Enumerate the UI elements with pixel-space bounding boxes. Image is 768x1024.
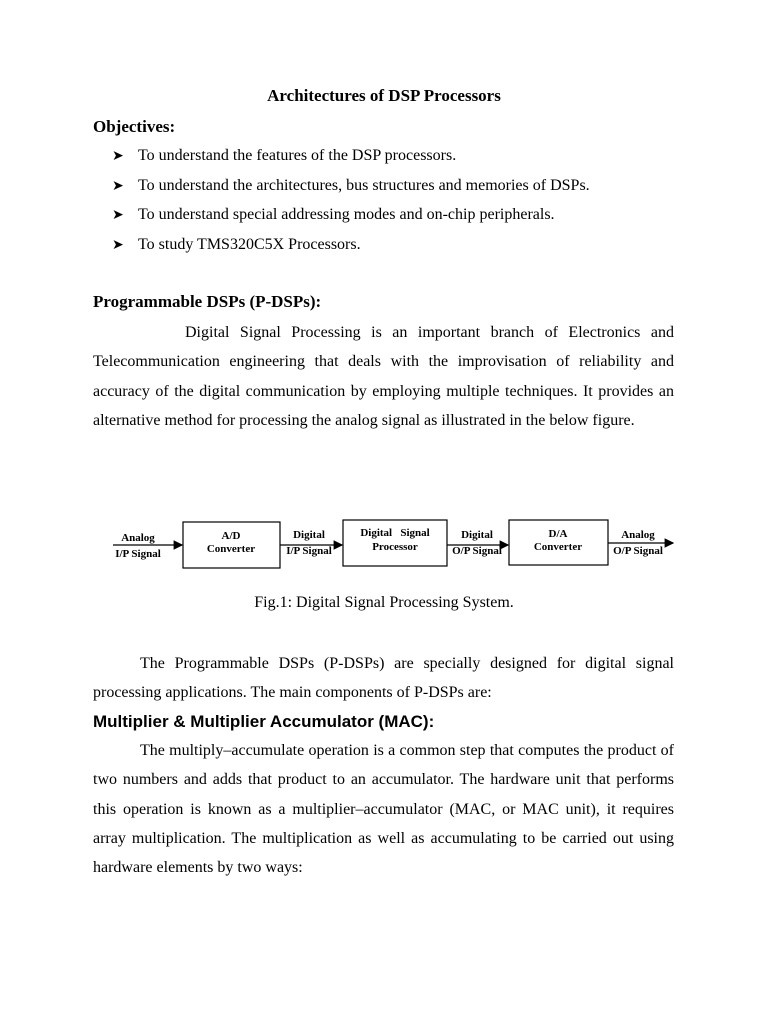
pdsp-paragraph: Digital Signal Processing is an important branch of Electronics and Telecommunication engineering that deals with the improvisation of reliability and accuracy of the digital communication by employing multiple techniques. It provides an alternative method for processing the analog signal as illustrated in the below figure. — [93, 324, 674, 429]
mac-paragraph: The multiply–accumulate operation is a common step that computes the product of two numbers and adds that product to an accumulator. The hardware unit that performs this operation is known as a multiplier–accumulator (MAC, or MAC unit), it requires array multiplication. The multiplication as well as accumulating to be carried out using hardware elements by two ways: — [93, 742, 674, 877]
dac-label-line2: Converter — [533, 541, 583, 553]
components-paragraph: The Programmable DSPs (P-DSPs) are specially designed for digital signal processing applications. The main components of P-DSPs are: — [93, 655, 674, 702]
arrow-bullet-icon: ➤ — [112, 207, 124, 223]
arrow-bullet-icon: ➤ — [112, 177, 124, 194]
document-title: Architectures of DSP Processors — [267, 86, 501, 105]
objectives-heading: Objectives: — [93, 117, 176, 136]
digital-output-label-line2: O/P Signal — [452, 545, 502, 557]
list-item: ➤ To understand special addressing modes and on-chip peripherals. — [112, 203, 590, 233]
dsp-label-line2: Processor — [372, 541, 418, 553]
digital-input-label-line1: Digital — [293, 529, 325, 541]
mac-heading: Multiplier & Multiplier Accumulator (MAC): — [93, 712, 435, 731]
digital-input-label-line2: I/P Signal — [286, 545, 332, 557]
list-item: ➤ To study TMS320C5X Processors. — [112, 233, 590, 263]
arrow-bullet-icon: ➤ — [112, 236, 124, 253]
dsp-system-diagram — [93, 505, 683, 580]
analog-input-label-line1: Analog — [121, 532, 155, 544]
dsp-label-line1: Digital Signal — [360, 527, 430, 539]
digital-output-label-line1: Digital — [461, 529, 493, 541]
list-item: ➤ To understand the features of the DSP processors. — [112, 144, 590, 174]
dac-label-line1: D/A — [548, 528, 568, 540]
list-item: ➤ To understand the architectures, bus structures and memories of DSPs. — [112, 174, 590, 204]
arrow-bullet-icon: ➤ — [112, 148, 124, 164]
analog-input-label-line2: I/P Signal — [115, 548, 161, 560]
adc-label-line2: Converter — [206, 543, 256, 555]
figure-caption: Fig.1: Digital Signal Processing System. — [254, 594, 514, 611]
analog-output-label-line1: Analog — [621, 529, 655, 541]
objectives-list — [112, 144, 590, 262]
pdsp-heading: Programmable DSPs (P-DSPs): — [93, 292, 322, 311]
adc-label-line1: A/D — [221, 530, 241, 542]
analog-output-label-line2: O/P Signal — [613, 545, 663, 557]
